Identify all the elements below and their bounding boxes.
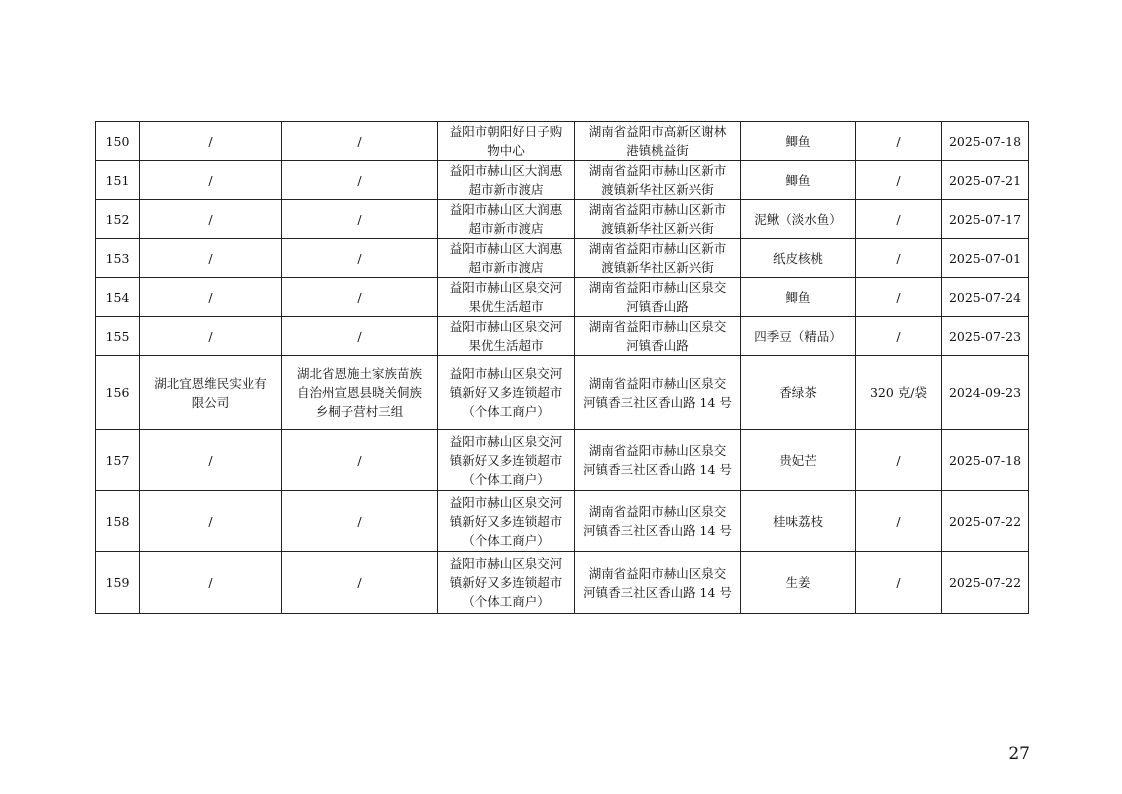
producer-address-cell: / (282, 122, 438, 161)
table-row (96, 200, 1029, 239)
row-number-cell: 158 (96, 491, 140, 552)
product-cell: 生姜 (741, 552, 856, 614)
product-cell: 鲫鱼 (741, 278, 856, 317)
seller-address-cell: 湖南省益阳市赫山区泉交 河镇香三社区香山路 14 号 (575, 430, 741, 491)
seller-cell: 益阳市赫山区泉交河 果优生活超市 (438, 317, 575, 356)
product-cell: 泥鳅（淡水鱼） (741, 200, 856, 239)
producer-address-cell: / (282, 317, 438, 356)
producer-cell: / (140, 200, 282, 239)
table-row (96, 278, 1029, 317)
seller-address-cell: 湖南省益阳市赫山区新市 渡镇新华社区新兴街 (575, 239, 741, 278)
spec-cell: / (856, 430, 942, 491)
seller-cell: 益阳市赫山区泉交河 镇新好又多连锁超市 （个体工商户） (438, 356, 575, 430)
spec-cell: / (856, 239, 942, 278)
seller-address-cell: 湖南省益阳市赫山区泉交 河镇香山路 (575, 278, 741, 317)
product-cell: 纸皮核桃 (741, 239, 856, 278)
producer-address-cell: / (282, 430, 438, 491)
row-number-cell: 156 (96, 356, 140, 430)
seller-cell: 益阳市赫山区大润惠 超市新市渡店 (438, 239, 575, 278)
date-cell: 2025-07-17 (942, 200, 1029, 239)
table-row (96, 356, 1029, 430)
table-row (96, 317, 1029, 356)
table-body (96, 122, 1029, 614)
spec-cell: / (856, 552, 942, 614)
date-cell: 2024-09-23 (942, 356, 1029, 430)
row-number-cell: 152 (96, 200, 140, 239)
table-row (96, 161, 1029, 200)
spec-cell: / (856, 491, 942, 552)
producer-cell: / (140, 430, 282, 491)
producer-cell: / (140, 552, 282, 614)
spec-cell: / (856, 317, 942, 356)
producer-address-cell: / (282, 200, 438, 239)
seller-address-cell: 湖南省益阳市赫山区泉交 河镇香三社区香山路 14 号 (575, 356, 741, 430)
date-cell: 2025-07-18 (942, 122, 1029, 161)
table-row (96, 552, 1029, 614)
date-cell: 2025-07-21 (942, 161, 1029, 200)
seller-cell: 益阳市赫山区大润惠 超市新市渡店 (438, 200, 575, 239)
seller-cell: 益阳市赫山区泉交河 果优生活超市 (438, 278, 575, 317)
row-number-cell: 150 (96, 122, 140, 161)
spec-cell: / (856, 278, 942, 317)
date-cell: 2025-07-18 (942, 430, 1029, 491)
date-cell: 2025-07-23 (942, 317, 1029, 356)
product-cell: 香绿茶 (741, 356, 856, 430)
table-row (96, 491, 1029, 552)
product-cell: 贵妃芒 (741, 430, 856, 491)
seller-cell: 益阳市朝阳好日子购 物中心 (438, 122, 575, 161)
producer-address-cell: 湖北省恩施土家族苗族 自治州宣恩县晓关侗族 乡桐子营村三组 (282, 356, 438, 430)
producer-cell: / (140, 122, 282, 161)
seller-cell: 益阳市赫山区泉交河 镇新好又多连锁超市 （个体工商户） (438, 491, 575, 552)
row-number-cell: 157 (96, 430, 140, 491)
producer-cell: 湖北宜恩维民实业有 限公司 (140, 356, 282, 430)
seller-address-cell: 湖南省益阳市高新区谢林 港镇桃益街 (575, 122, 741, 161)
seller-address-cell: 湖南省益阳市赫山区泉交 河镇香三社区香山路 14 号 (575, 491, 741, 552)
date-cell: 2025-07-01 (942, 239, 1029, 278)
spec-cell: / (856, 122, 942, 161)
producer-cell: / (140, 161, 282, 200)
seller-cell: 益阳市赫山区泉交河 镇新好又多连锁超市 （个体工商户） (438, 430, 575, 491)
date-cell: 2025-07-24 (942, 278, 1029, 317)
row-number-cell: 154 (96, 278, 140, 317)
row-number-cell: 155 (96, 317, 140, 356)
producer-address-cell: / (282, 552, 438, 614)
row-number-cell: 153 (96, 239, 140, 278)
product-cell: 鲫鱼 (741, 161, 856, 200)
producer-address-cell: / (282, 491, 438, 552)
seller-address-cell: 湖南省益阳市赫山区新市 渡镇新华社区新兴街 (575, 161, 741, 200)
table-row (96, 239, 1029, 278)
seller-address-cell: 湖南省益阳市赫山区新市 渡镇新华社区新兴街 (575, 200, 741, 239)
product-cell: 桂味荔枝 (741, 491, 856, 552)
producer-cell: / (140, 491, 282, 552)
date-cell: 2025-07-22 (942, 552, 1029, 614)
product-cell: 鲫鱼 (741, 122, 856, 161)
seller-cell: 益阳市赫山区泉交河 镇新好又多连锁超市 （个体工商户） (438, 552, 575, 614)
seller-address-cell: 湖南省益阳市赫山区泉交 河镇香山路 (575, 317, 741, 356)
producer-cell: / (140, 239, 282, 278)
table-row (96, 122, 1029, 161)
spec-cell: / (856, 200, 942, 239)
date-cell: 2025-07-22 (942, 491, 1029, 552)
product-cell: 四季豆（精品） (741, 317, 856, 356)
spec-cell: 320 克/袋 (856, 356, 942, 430)
producer-address-cell: / (282, 239, 438, 278)
seller-cell: 益阳市赫山区大润惠 超市新市渡店 (438, 161, 575, 200)
spec-cell: / (856, 161, 942, 200)
seller-address-cell: 湖南省益阳市赫山区泉交 河镇香三社区香山路 14 号 (575, 552, 741, 614)
table-row (96, 430, 1029, 491)
sampling-results-table (95, 121, 1029, 614)
producer-cell: / (140, 317, 282, 356)
page-number: 27 (1008, 744, 1030, 764)
row-number-cell: 159 (96, 552, 140, 614)
row-number-cell: 151 (96, 161, 140, 200)
producer-address-cell: / (282, 161, 438, 200)
producer-cell: / (140, 278, 282, 317)
producer-address-cell: / (282, 278, 438, 317)
